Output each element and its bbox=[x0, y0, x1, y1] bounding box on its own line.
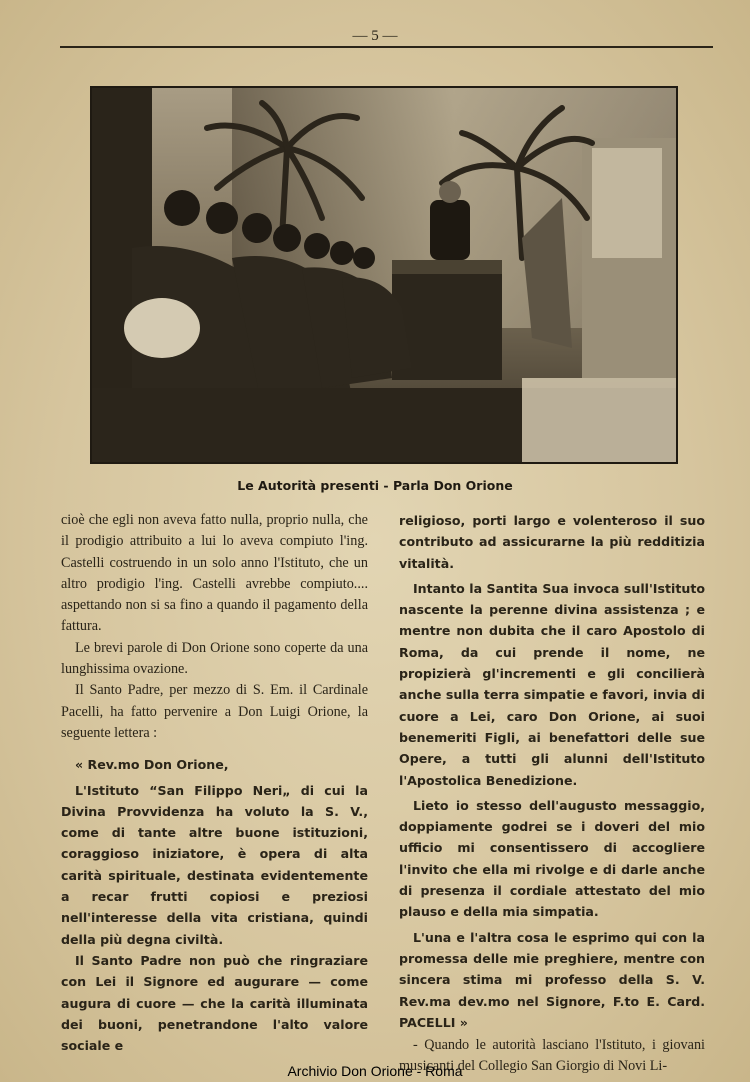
left-column bbox=[61, 510, 368, 1056]
letter-salutation: « Rev.mo Don Orione, bbox=[75, 757, 229, 773]
photograph bbox=[90, 86, 678, 464]
paragraph: cioè che egli non aveva fatto nulla, proprio nulla, che il prodigio attribuito a lui lo aveva compiuto l'ing. Castelli costruendo in un solo anno l'Istituto, che un altro prodigio l'ing. Castelli avrebbe compiuto.... aspettando non si sa fino a quando il pagamento della fattura. bbox=[61, 512, 368, 635]
letter-paragraph: Il Santo Padre non può che ringraziare con Lei il Signore ed augurare — come augura di cuore — che la carità illuminata dei buoni, penetrandone l'alto valore sociale e bbox=[61, 952, 368, 1054]
page-number: — 5 — bbox=[352, 28, 398, 44]
photo-illustration bbox=[92, 88, 676, 462]
letter-paragraph: Lieto io stesso dell'augusto messaggio, doppiamente godrei se i doveri del mio ufficio mi consentissero di accogliere l'invito che ella mi rivolge e di darle anche di presenza il cordiale attestato del mio plauso e della mia simpatia. bbox=[399, 797, 705, 920]
archive-footer: Archivio Don Orione - Roma bbox=[287, 1063, 463, 1079]
paragraph: Il Santo Padre, per mezzo di S. Em. il Cardinale Pacelli, ha fatto pervenire a Don Luigi Orione, la seguente lettera : bbox=[61, 682, 368, 741]
right-column bbox=[399, 510, 705, 1078]
letter-paragraph: L'Istituto “San Filippo Neri„ di cui la Divina Provvidenza ha voluto la S. V., come di tante altre buone istituzioni, coraggioso iniziatore, è opera di alta carità spirituale, destinata evidentemente a recar frutti copiosi e preziosi nell'interesse della vita cristiana, quindi della più degna civiltà. bbox=[61, 782, 368, 947]
letter-paragraph: religioso, porti largo e volenteroso il suo contributo ad assicurarne la più redditizia vitalità. bbox=[399, 513, 705, 571]
letter-paragraph: Intanto la Santita Sua invoca sull'Istituto nascente la perenne divina assistenza ; e mentre non dubita che il caro Apostolo di Roma, da cui prende il nome, ne propizierà gl'incrementi e gli concilierà anche sulla terra simpatie e favori, invia di cuore a Lei, caro Don Orione, ai suoi benemeriti Figli, ai benefattori delle sue Opere, a tutti gli alunni dell'Istituto l'Apostolica Benedizione. bbox=[399, 580, 705, 788]
paragraph: Le brevi parole di Don Orione sono coperte da una lunghissima ovazione. bbox=[61, 639, 368, 678]
letter-closing: L'una e l'altra cosa le esprimo qui con la promessa delle mie preghiere, mentre con sincera stima mi professo della S. V. Rev.ma dev.mo nel Signore, F.to E. Card. PACELLI » bbox=[399, 929, 705, 1030]
header-rule bbox=[60, 46, 713, 48]
paragraph: - Quando le autorità lasciano l'Istituto, i giovani musicanti del Collegio San Giorgio di Novi Li- bbox=[399, 1037, 705, 1075]
photo-caption: Le Autorità presenti - Parla Don Orione bbox=[237, 478, 513, 493]
